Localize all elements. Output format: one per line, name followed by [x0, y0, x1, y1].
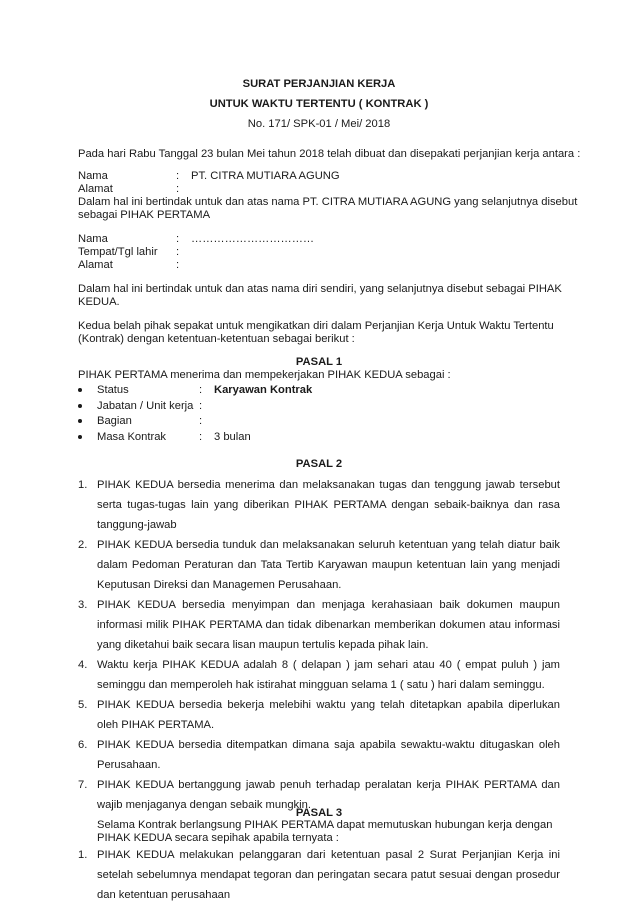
pasal3-heading: PASAL 3: [295, 807, 343, 819]
item-number: 5.: [78, 699, 88, 711]
item-value: Karyawan Kontrak: [214, 384, 313, 396]
field-colon: :: [176, 170, 180, 182]
field-label: Alamat: [78, 183, 113, 195]
item-number: 4.: [78, 659, 88, 671]
bullet-icon: [78, 404, 82, 408]
field-label: Alamat: [78, 259, 113, 271]
document-subtitle: UNTUK WAKTU TERTENTU ( KONTRAK ): [209, 98, 429, 110]
document-title: SURAT PERJANJIAN KERJA: [242, 78, 396, 90]
item-text: PIHAK KEDUA bersedia menyimpan dan menjaga kerahasiaan baik dokumen maupun informasi milik PIHAK PERTAMA dan tidak dibenarkan memberikan dokumen atau informasi yang diketahui baik secara lisan maupun tertulis kepada pihak lain.: [97, 599, 560, 652]
field-colon: :: [176, 233, 180, 245]
bullet-icon: [78, 419, 82, 423]
field-label: Nama: [78, 170, 108, 182]
field-colon: :: [176, 246, 180, 258]
party2-description-line2: KEDUA.: [78, 296, 120, 308]
item-text: PIHAK KEDUA bersedia bekerja melebihi waktu yang telah ditetapkan apabila diperlukan oleh PIHAK PERTAMA.: [97, 699, 560, 732]
item-number: 3.: [78, 599, 88, 611]
agreement-line1: Kedua belah pihak sepakat untuk mengikatkan diri dalam Perjanjian Kerja Untuk Waktu Tertentu: [78, 320, 554, 332]
party1-description-line1: Dalam hal ini bertindak untuk dan atas nama PT. CITRA MUTIARA AGUNG yang selanjutnya disebut: [78, 196, 578, 208]
item-text: PIHAK KEDUA melakukan pelanggaran dari ketentuan pasal 2 Surat Perjanjian Kerja ini setelah sebelumnya mendapat tegoran dan peringatan secara patut sesuai dengan prosedur dan ketentuan perusahaan: [97, 849, 560, 902]
field-value: PT. CITRA MUTIARA AGUNG: [191, 170, 340, 182]
field-label: Nama: [78, 233, 108, 245]
item-text: PIHAK KEDUA bersedia tunduk dan melaksanakan seluruh ketentuan yang telah diatur baik dalam Pedoman Peraturan dan Tata Tertib Karyawan maupun ketentuan lain yang menjadi Keputusan Direksi dan Managemen Perusahaan.: [97, 539, 560, 592]
field-colon: :: [176, 183, 180, 195]
pasal1-intro: PIHAK PERTAMA menerima dan mempekerjakan PIHAK KEDUA sebagai :: [78, 369, 451, 381]
item-number: 2.: [78, 539, 88, 551]
item-colon: :: [199, 431, 203, 443]
document-number: No. 171/ SPK-01 / Mei/ 2018: [247, 118, 391, 130]
item-colon: :: [199, 415, 203, 427]
item-label: Status: [97, 384, 129, 396]
item-number: 7.: [78, 779, 88, 791]
item-number: 1.: [78, 849, 88, 861]
party1-description-line2: sebagai PIHAK PERTAMA: [78, 209, 211, 221]
item-label: Masa Kontrak: [97, 431, 167, 443]
bullet-icon: [78, 388, 82, 392]
pasal1-heading: PASAL 1: [295, 356, 343, 368]
item-label: Jabatan / Unit kerja: [97, 400, 194, 412]
item-text: Waktu kerja PIHAK KEDUA adalah 8 ( delapan ) jam sehari atau 40 ( empat puluh ) jam seminggu dan memperoleh hak istirahat mingguan selama 1 ( satu ) hari dalam seminggu.: [97, 659, 560, 692]
pasal2-heading: PASAL 2: [295, 458, 343, 470]
item-text: PIHAK KEDUA bersedia ditempatkan dimana saja apabila sewaktu-waktu ditugaskan oleh Perusahaan.: [97, 739, 560, 772]
party2-description-line1: Dalam hal ini bertindak untuk dan atas nama diri sendiri, yang selanjutnya disebut sebagai PIHAK: [78, 283, 562, 295]
item-number: 1.: [78, 479, 88, 491]
item-value: 3 bulan: [214, 431, 251, 443]
item-colon: :: [199, 400, 203, 412]
item-number: 6.: [78, 739, 88, 751]
bullet-icon: [78, 435, 82, 439]
item-text: PIHAK KEDUA bersedia menerima dan melaksanakan tugas dan tenggung jawab tersebut serta tugas-tugas lain yang diberikan PIHAK PERTAMA dengan sebaik-baiknya dan rasa tanggung-jawab: [97, 479, 560, 532]
field-colon: :: [176, 259, 180, 271]
agreement-line2: (Kontrak) dengan ketentuan-ketentuan sebagai berikut :: [78, 333, 355, 345]
intro-paragraph: Pada hari Rabu Tanggal 23 bulan Mei tahun 2018 telah dibuat dan disepakati perjanjian kerja antara :: [78, 148, 581, 160]
item-text: PIHAK KEDUA bertanggung jawab penuh terhadap peralatan kerja PIHAK PERTAMA dan wajib menjaganya dengan sebaik mungkin.: [97, 779, 560, 812]
pasal3-intro-line2: PIHAK KEDUA secara sepihak apabila ternyata :: [97, 832, 339, 844]
field-value: ……………………………: [191, 233, 315, 245]
field-label: Tempat/Tgl lahir: [78, 246, 158, 258]
pasal3-intro-line1: Selama Kontrak berlangsung PIHAK PERTAMA dapat memutuskan hubungan kerja dengan: [97, 819, 553, 831]
item-colon: :: [199, 384, 203, 396]
item-label: Bagian: [97, 415, 132, 427]
